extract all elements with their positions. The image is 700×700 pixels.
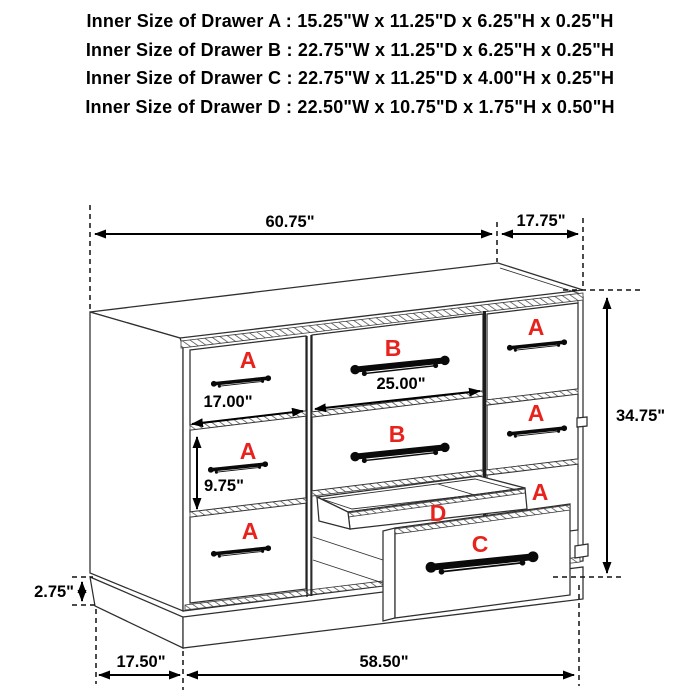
- spec-line-drawer-c: Inner Size of Drawer C : 22.75"W x 11.25"D x 4.00"H x 0.25"H: [85, 68, 615, 88]
- label-drawer-a-right-1: A: [527, 314, 545, 340]
- spec-line-drawer-d: Inner Size of Drawer D : 22.50"W x 10.75"D x 1.75"H x 0.50"H: [85, 96, 615, 117]
- spec-line-drawer-b: Inner Size of Drawer B : 22.75"W x 11.25"D x 6.25"H x 0.25"H: [85, 39, 615, 60]
- label-drawer-a-left-2: A: [239, 438, 257, 464]
- label-drawer-d: D: [429, 500, 447, 526]
- label-drawer-b-1: B: [384, 335, 402, 361]
- cabinet-left-side-panel: [90, 312, 183, 611]
- dim-base-side-depth: 17.50": [116, 653, 166, 671]
- spec-line-drawer-a: Inner Size of Drawer A : 15.25"W x 11.25"D x 6.25"H x 0.25"H: [86, 11, 614, 31]
- label-drawer-c: C: [471, 531, 489, 557]
- dim-top-side-depth: 17.75": [516, 212, 566, 230]
- dim-left-drawer-height: 9.75": [204, 477, 244, 495]
- label-drawer-a-right-2: A: [527, 400, 545, 426]
- dim-top-width: 60.75": [265, 213, 315, 231]
- dim-base-front-width: 58.50": [359, 653, 409, 671]
- label-drawer-a-right-3: A: [531, 479, 549, 505]
- label-drawer-a-left-1: A: [239, 347, 257, 373]
- dim-overall-height: 34.75": [616, 407, 666, 425]
- label-drawer-a-left-3: A: [241, 518, 259, 544]
- label-drawer-b-2: B: [388, 421, 406, 447]
- dim-center-drawer-width: 25.00": [376, 375, 426, 393]
- drawer-a-left-2: [190, 416, 306, 512]
- drawer-c-left-side: [383, 528, 395, 621]
- dim-left-drawer-width: 17.00": [203, 393, 253, 411]
- dim-base-height: 2.75": [34, 583, 74, 601]
